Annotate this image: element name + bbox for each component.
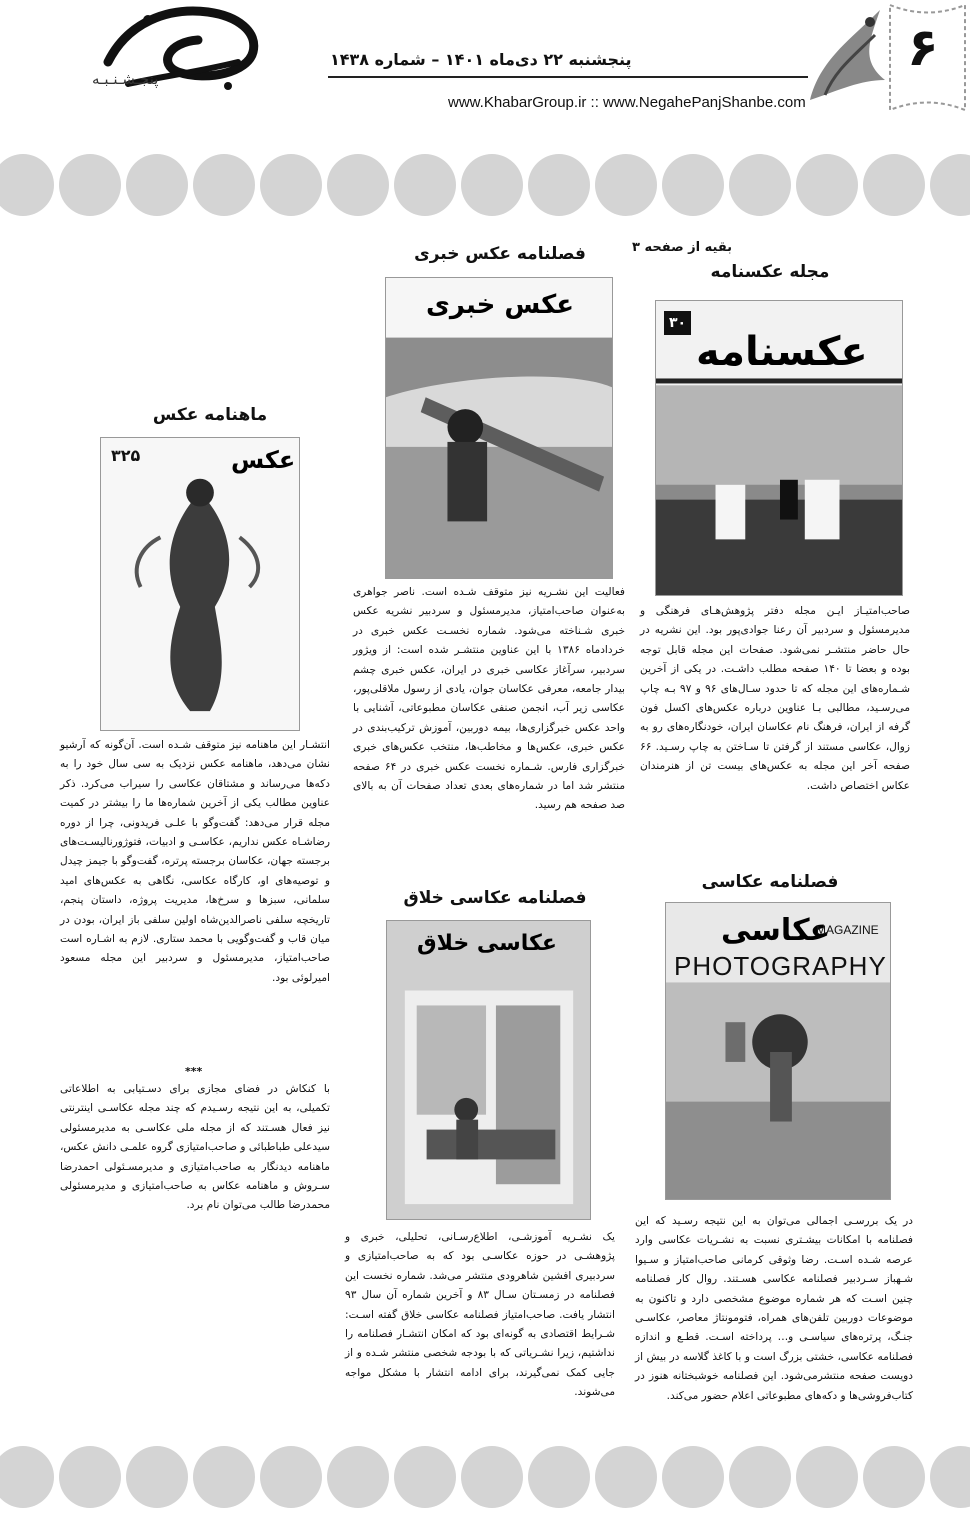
decorative-dot [796, 154, 858, 216]
cover-magazine-label: MAGAZINE [816, 923, 879, 937]
decorative-dot [528, 154, 590, 216]
cover-image-aks-khabari [385, 277, 613, 579]
decorative-dot [595, 154, 657, 216]
decorative-dot [662, 154, 724, 216]
decorative-dot [126, 1446, 188, 1508]
header-rule [328, 76, 808, 78]
decorative-dot-band-top [0, 154, 970, 224]
decorative-dot [930, 154, 970, 216]
decorative-dot [193, 154, 255, 216]
section-title-akasi-khallagh: فصلنامه عکاسی خلاق [403, 888, 587, 908]
decorative-dot [461, 1446, 523, 1508]
cover-title-faslnameh-akasi: عکاسی [721, 913, 831, 948]
article-text-aksnameh: صاحب‌امتیـاز ایـن مجله دفتر پژوهش‌هـای فرهنگی و مدیرمسئول و سردبیر آن رعنا جوادی‌پور بود. این نشریه در حال حاضر منتشـر نمی‌شود. صفحات این مجله قابل توجه بوده و بعضا تا ۱۴۰ صفحه مطلب داشـت. در یکی از آخرین شـماره‌های این مجله که تا حدود سـال‌های ۹۶ و ۹۷ بـه چاپ می‌رسـید، مطالبی بـا عناوین درباره عکس‌های اکسل فون گرفه از ایران، فرهنگ نام عکاسان ایران، خودنگاره‌های رو به زوال، عکاسی مستند از گرفتن تا سـاختن به چاپ رسـید. ۶۶ صفحه آخر این مجله به عکس‌های بیست تن از هنرمندان عکاس اختصاص داشت. [640, 605, 911, 792]
section-title-aks-khabari: فصلنامه عکس خبری [414, 244, 586, 264]
cover-image-faslnameh-akasi [665, 902, 891, 1200]
decorative-dot-band-bottom [0, 1446, 970, 1516]
cover-title-aksnameh: عکسنامه [696, 329, 868, 375]
decorative-dot [0, 154, 54, 216]
cover-issue-mahnameh-aks: ۳۲۵ [111, 446, 141, 465]
cover-title-akasi-khallagh: عکاسی خلاق [417, 931, 557, 956]
article-text-akasi-khallagh: یک نشـریه آموزشـی، اطلاع‌رسـانی، تحلیلی، خبری و پژوهشـی در حوزه عکاسـی بود که به صاحب‌امتیازی و سردبیری افشین شاهرودی منتشر می‌شد. شماره نخست این فصلنامه در زمسـتان سـال ۸۳ و آخرین شماره آن سال ۹۳ انتشار یافت. صاحب‌امتیاز فصلنامه عکاسی خلاق گفته اسـت: شـرایط اقتصادی به گونه‌ای بود که امکان انتشـار فصلنامه را نداشتیم، زیرا نشـریاتی که با بودجه شخصی منتشر شـده و از جایی کمک نمی‌گیرند، برای ادامه انتشار با مشکل مواجه می‌شوند. [345, 1231, 615, 1399]
cover-title-mahnameh-aks: عکس [231, 446, 296, 474]
cover-image-mahnameh-aks [100, 437, 300, 731]
decorative-dot [930, 1446, 970, 1508]
decorative-dot [394, 154, 456, 216]
cover-image-aksnameh [655, 300, 903, 596]
decorative-dot [662, 1446, 724, 1508]
section-title-faslnameh-akasi: فصلنامه عکاسی [701, 872, 839, 892]
decorative-dot [394, 1446, 456, 1508]
decorative-dot [260, 154, 322, 216]
cover-image-akasi-khallagh [386, 920, 591, 1220]
page-number-badge [885, 0, 970, 115]
decorative-dot [729, 1446, 791, 1508]
decorative-dot [59, 1446, 121, 1508]
decorative-dot [327, 1446, 389, 1508]
article-text-aks-khabari: فعالیت این نشـریه نیز متوقف شـده است. ناصر جواهری به‌عنوان صاحب‌امتیاز، مدیرمسئول و سردبیر نشریه عکس خبری شـناخته می‌شود. شماره نخسـت عکس خبری در خرداد‌ماه ۱۳۸۶ با این عناوین منتشـر شده است: از ویژور سردبیر، سرآغاز عکاسی خبری در ایران، عکس خبری چشم بیدار جامعه، معرفی عکاسان جوان، یادی از رسول ملاقلی‌پور، عکاسی زیر آب، انجمن صنفی عکاسان مطبوعاتی، آشنایی با واحد عکس خبرگزاری‌ها، بیمه دوربین، آموزش ترکیب‌بندی در عکس خبری، عکس‌ها و مخاطب‌ها، منتخب عکس‌های خبری خبرگزاری فارس. شـماره نخست عکس خبری در ۶۴ صفحه منتشر شد اما در شماره‌های بعدی تعداد صفحات آن به بالای صد صفحه هم رسید. [353, 586, 625, 812]
decorative-dot [327, 154, 389, 216]
section-title-mahnameh-aks: ماهنامه عکس [152, 405, 268, 425]
decorative-dot [595, 1446, 657, 1508]
cover-issue-aksnameh: ۳۰ [664, 311, 691, 335]
decorative-dot [729, 154, 791, 216]
phoenix-ornament-icon [800, 0, 895, 115]
decorative-dot [126, 154, 188, 216]
decorative-dot [528, 1446, 590, 1508]
cover-title-aks-khabari: عکس خبری [426, 290, 575, 320]
decorative-dot [863, 154, 925, 216]
date-line: پنجشنبه ۲۲ دی‌ماه ۱۴۰۱ – شماره ۱۴۳۸ [330, 50, 632, 69]
website-urls: www.KhabarGroup.ir :: www.NegahePanjShanbe.com [448, 94, 806, 111]
article-text-online-magazines: با کنکاش در فضای مجازی برای دسـتیابی به اطلاعاتی تکمیلی، به این نتیجه رسـیدم که چند مجله عکاسـی اینترنتی نیز فعال هسـتند که از مجله ملی عکاسـی به مدیرمسئولی سیدعلی طباطبائی و صاحب‌امتیازی گروه علمـی دانش عکس، ماهنامه دیدنگار به صاحب‌امتیازی و مدیرمسـئولی احمدرضا سـروش و ماهنامه عکاس به صاحب‌امتیازی و مدیرمسئولی محمدرضا طالب می‌توان نام برد. [60, 1083, 330, 1212]
section-separator: *** [185, 1065, 203, 1078]
section-title-aksnameh: مجله عکسنامه [710, 262, 830, 282]
article-text-faslnameh-akasi: در یک بررسـی اجمالی می‌توان به این نتیجه رسـید که این فصلنامه با امکانات بیشـتری نسبت به نشـریات عکاسی وارد عرصه شـده اسـت. رضا وثوقی کرمانی صاحب‌امتیاز و سـیوا شـهباز سـردبیر فصلنامه عکاسی هسـتند. روال کار فصلنامه چنین اسـت که هر شماره موضوع مشخصی دارد و تاکنون به موضوعات دوربین تلفن‌های همراه، فتومونتاژ معاصر، عکاسـی جنـگ، پرتره‌های سیاسـی و… پرداخته اسـت. قطـع و اندازه فصلنامه عکاسی، خشتی بزرگ است و با کاغذ گلاسه در بیش از دویست صفحه منتشرمی‌شود. این فصلنامه خوشبختانه هنوز در کتاب‌فروشی‌ها و دکه‌های مطبوعاتی اعلام حضور می‌کند. [635, 1215, 913, 1402]
decorative-dot [260, 1446, 322, 1508]
cover-english-title: PHOTOGRAPHY [674, 951, 887, 981]
decorative-dot [0, 1446, 54, 1508]
sub-brand: پنجـشـنـبـه [92, 70, 159, 88]
article-text-mahnameh-aks: انتشـار این ماهنامه نیز متوقف شـده است. آن‌گونه که آرشیو نشان می‌دهد، ماهنامه عکس نزدیک به سی سال خود را به دکه‌ها می‌رساند و مشتاقان عکاسی را سیراب می‌کرد. ذکر عناوین مطالب یکی از آخرین شماره‌ها ما را بیشتر در کمیت مجله قرار می‌دهد: گفت‌وگو با علـی فریدونی، چرا از دوره رضاشـاه عکس نداریم، عکاسـی و ادبیات، فتوژورنالیسـت‌های برجسته جهان، عکاسان برجسته پرتره، گفت‌وگو با جیمز چیدل و توصیه‌های او، کارگاه عکاسی، نگاهی به عکس‌های امید سلمانی، سبزها و سرخ‌ها، مدیریت پروژه، داستان پنجم، تاریخچه سلفی ناصرالدین‌شاه اولین سلفی باز ایران، بودن در میان قاب و گفت‌وگویی با محمد ستاری. لازم به اشـاره است صاحب‌امتیاز، مدیرمسئول و سردبیر این مجله مسعود امیرلوئی بود. [60, 739, 330, 984]
decorative-dot [461, 154, 523, 216]
decorative-dot [796, 1446, 858, 1508]
continued-note: بقیه از صفحه ۳ [632, 240, 733, 255]
decorative-dot [863, 1446, 925, 1508]
decorative-dot [193, 1446, 255, 1508]
decorative-dot [59, 154, 121, 216]
page-number: ۶ [907, 18, 939, 78]
